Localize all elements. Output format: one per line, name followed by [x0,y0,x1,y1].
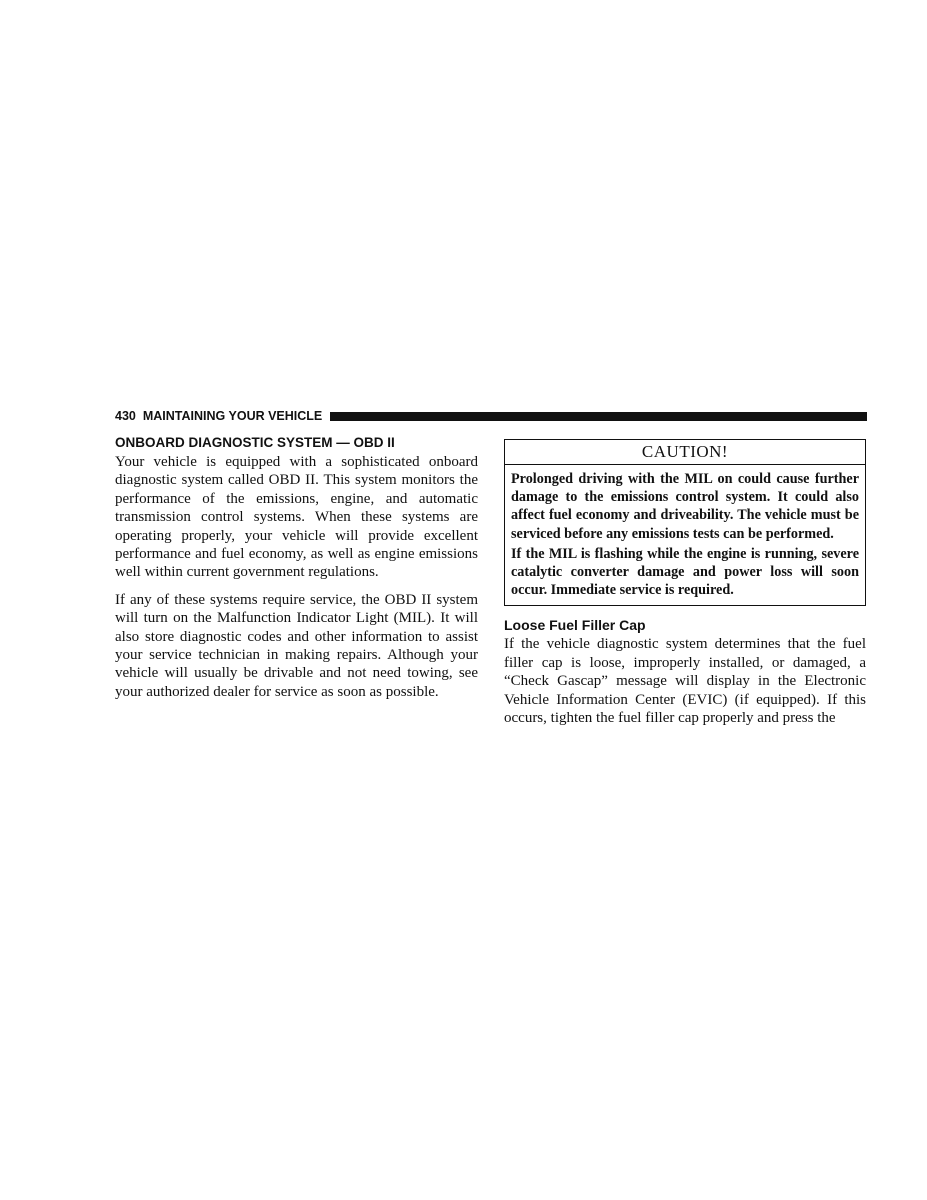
page-header [115,408,867,424]
caution-paragraph-2: If the MIL is flashing while the engine is running, severe catalytic converter damage and power loss will soon occur. Immediate service is required. [511,545,859,599]
caution-title: CAUTION! [505,440,865,465]
header-rule [330,412,867,421]
caution-body [505,465,865,605]
section-title: MAINTAINING YOUR VEHICLE [142,409,323,423]
fuel-cap-heading: Loose Fuel Filler Cap [504,617,646,634]
caution-paragraph-1: Prolonged driving with the MIL on could cause further damage to the emissions control system. It could also affect fuel economy and driveability. The vehicle must be serviced before any emissions tests can be performed. [511,471,859,542]
obd-heading: ONBOARD DIAGNOSTIC SYSTEM — OBD II [115,435,395,450]
page-number: 430 [115,409,136,423]
left-column [115,433,478,710]
right-column [504,433,866,736]
fuel-cap-paragraph: If the vehicle diagnostic system determines that the fuel filler cap is loose, improperly installed, or damaged, a “Check Gascap” message will display in the Electronic Vehicle Information Center (EVIC) (if equipped). If this occurs, tighten the fuel filler cap properly and press the [504,636,866,727]
caution-box [504,439,866,606]
obd-paragraph-2: If any of these systems require service, the OBD II system will turn on the Malfunction Indicator Light (MIL). It will also store diagnostic codes and other information to assist your service technician in making repairs. Although your vehicle will usually be drivable and not need towing, see your authorized dealer for service as soon as possible. [115,591,478,700]
obd-paragraph-1: Your vehicle is equipped with a sophisticated onboard diagnostic system called OBD II. This system monitors the performance of the emissions, engine, and automatic transmission control systems. When these systems are operating properly, your vehicle will provide excellent performance and fuel economy, as well as engine emissions well within current government regulations. [115,454,478,581]
